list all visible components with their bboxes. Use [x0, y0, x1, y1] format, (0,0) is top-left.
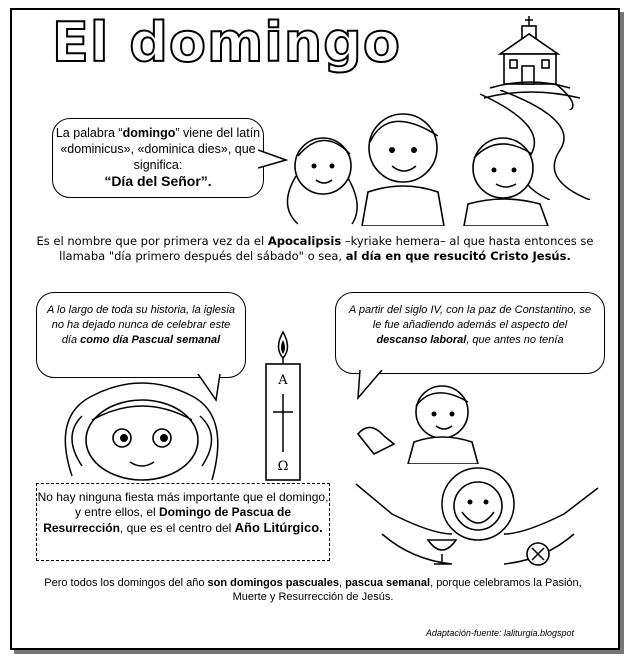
jesus-chalice-illustration: [352, 464, 602, 574]
closing-paragraph: Pero todos los domingos del año son domingos pascuales, pascua semanal, porque celebramos la Pasión, Muerte y Resurrección de Jesús.: [44, 577, 582, 603]
source-credit: Adaptación-fuente: laliturgia.blogspot: [425, 628, 574, 638]
paschal-candle-icon: [256, 328, 310, 482]
intro-paragraph: Es el nombre que por primera vez da el Apocalipsis –kyriake hemera– al que hasta entonces se llamaba "día primero después del sábado" o sea, al día en que resucitó Cristo Jesús.: [36, 234, 594, 263]
page-title: El domingo: [52, 11, 401, 74]
three-children-illustration: [268, 96, 578, 226]
boy-illustration: [354, 384, 524, 464]
speech-bubble-origin: La palabra “domingo” viene del latín «dominicus», «dominica dies», que significa: “Día del Señor”.: [52, 118, 264, 198]
liturgical-year-label: Año Litúrgico.: [234, 520, 323, 535]
bubble-tail: [258, 148, 288, 172]
omega-symbol: Ω: [277, 459, 289, 474]
easter-info-box: No hay ninguna fiesta más importante que el domingo, y entre ellos, el Domingo de Pascua de Resurrección, que es el centro del Año Litúrgico.: [36, 483, 330, 561]
girl-illustration: [52, 376, 230, 482]
speech-bubble-constantine: A partir del siglo IV, con la paz de Constantino, se le fue añadiendo además el aspecto del descanso laboral, que antes no tenía: [335, 292, 605, 374]
bubble-highlight: “Día del Señor”.: [104, 173, 212, 189]
alpha-symbol: A: [278, 373, 288, 388]
speech-bubble-history: A lo largo de toda su historia, la iglesia no ha dejado nunca de celebrar este día como día Pascual semanal: [36, 292, 246, 378]
